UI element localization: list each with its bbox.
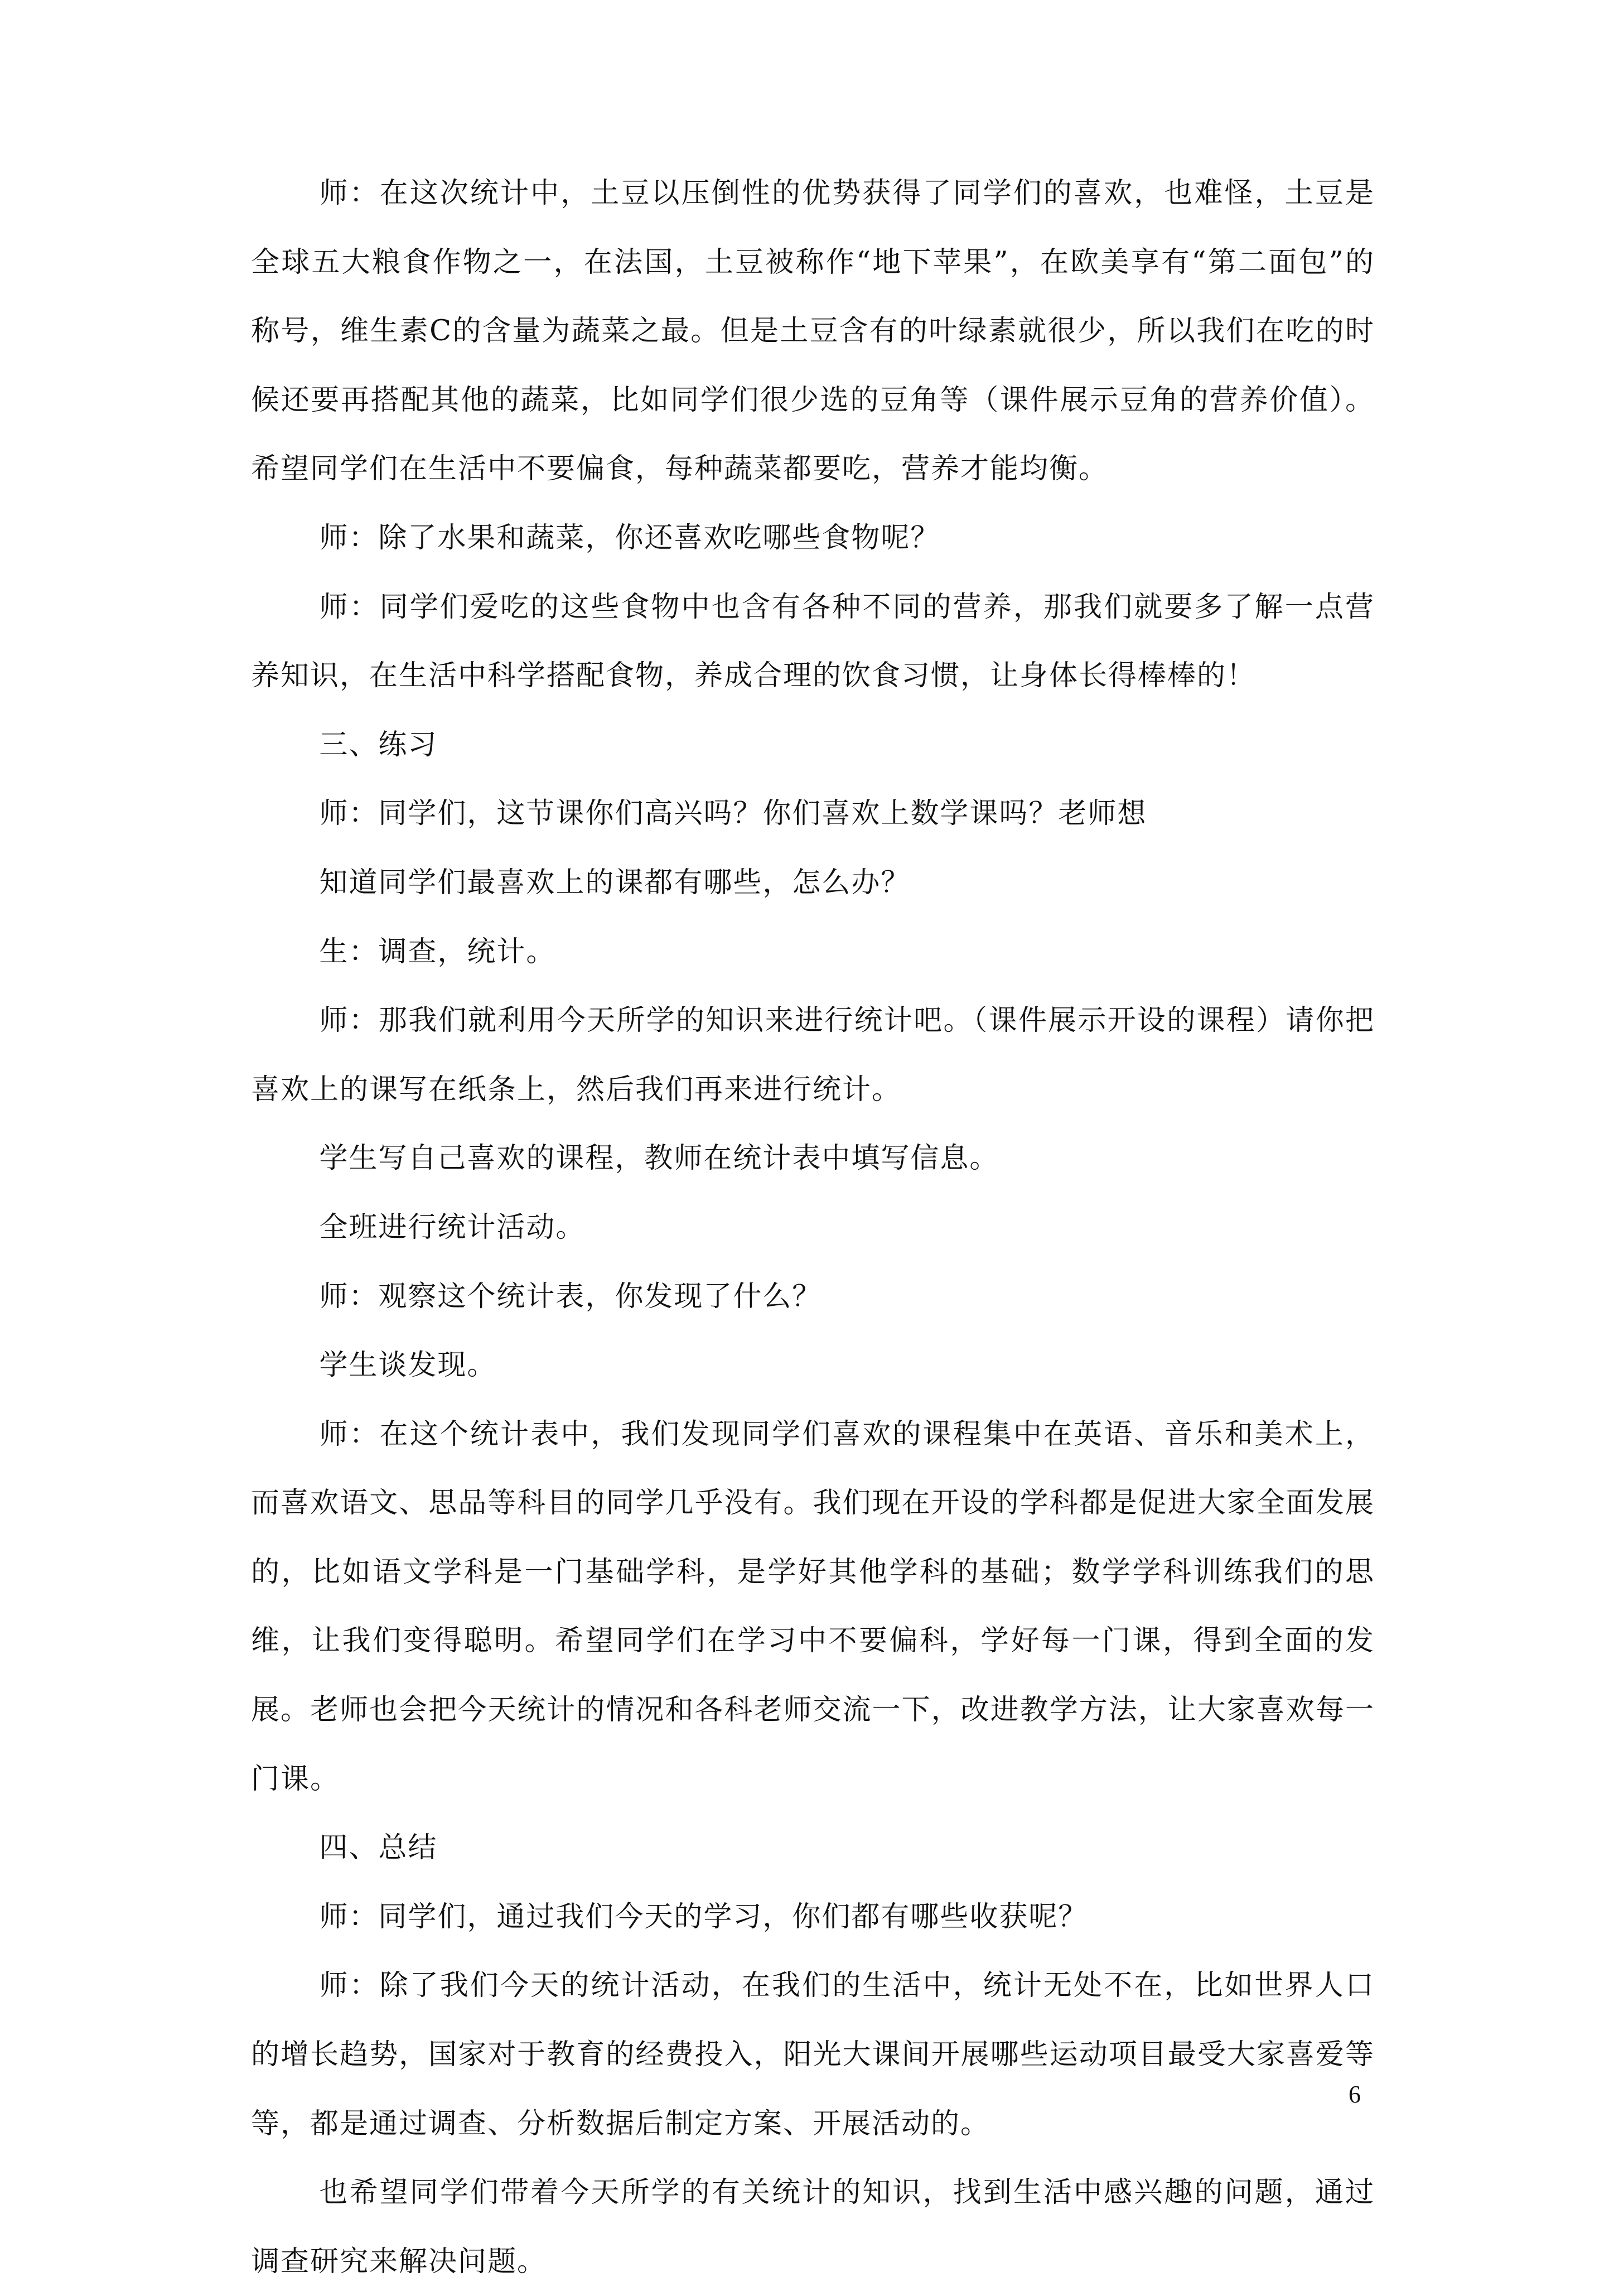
paragraph: 师：同学们，通过我们今天的学习，你们都有哪些收获呢？ [319,1900,1088,1933]
paragraph: 师：在这次统计中，土豆以压倒性的优势获得了同学们的喜欢，也难怪，土豆是全球五大粮食作物之一，在法国，土豆被称作“地下苹果”，在欧美享有“第二面包”的称号，维生素C的含量为蔬菜之最。但是土豆含有的叶绿素就很少，所以我们在吃的时候还要再搭配其他的蔬菜，比如同学们很少选的豆角等（课件展示豆角的营养价值）。希望同学们在生活中不要偏食，每种蔬菜都要吃，营养才能均衡。 [251,177,1375,486]
paragraph: 师：观察这个统计表，你发现了什么？ [319,1280,822,1313]
section-heading: 四、总结 [319,1831,438,1865]
paragraph: 师：除了我们今天的统计活动，在我们的生活中，统计无处不在，比如世界人口的增长趋势，国家对于教育的经费投入，阳光大课间开展哪些运动项目最受大家喜爱等等，都是通过调查、分析数据后制定方案、开展活动的。 [251,1969,1375,2140]
paragraph: 知道同学们最喜欢上的课都有哪些，怎么办？ [319,866,911,899]
page-number: 6 [1349,2081,1361,2108]
paragraph: 全班进行统计活动。 [319,1210,586,1244]
paragraph: 师：那我们就利用今天所学的知识来进行统计吧。（课件展示开设的课程）请你把喜欢上的课写在纸条上，然后我们再来进行统计。 [251,1004,1375,1106]
paragraph: 学生谈发现。 [319,1349,497,1382]
paragraph: 师：同学们，这节课你们高兴吗？你们喜欢上数学课吗？老师想 [319,797,1147,831]
paragraph: 师：除了水果和蔬菜，你还喜欢吃哪些食物呢？ [319,521,940,554]
paragraph: 学生写自己喜欢的课程，教师在统计表中填写信息。 [319,1142,999,1175]
paragraph: 师：同学们爱吃的这些食物中也含有各种不同的营养，那我们就要多了解一点营养知识，在生活中科学搭配食物，养成合理的饮食习惯，让身体长得棒棒的！ [251,590,1375,693]
paragraph: 师：在这个统计表中，我们发现同学们喜欢的课程集中在英语、音乐和美术上，而喜欢语文、思品等科目的同学几乎没有。我们现在开设的学科都是促进大家全面发展的，比如语文学科是一门基础学科，是学好其他学科的基础；数学学科训练我们的思维，让我们变得聪明。希望同学们在学习中不要偏科，学好每一门课，得到全面的发展。老师也会把今天统计的情况和各科老师交流一下，改进教学方法，让大家喜欢每一门课。 [251,1417,1375,1796]
section-heading: 三、练习 [319,728,438,761]
paragraph: 也希望同学们带着今天所学的有关统计的知识，找到生活中感兴趣的问题，通过调查研究来解决问题。 [251,2176,1375,2278]
body-text [251,159,1375,2296]
paragraph: 生：调查，统计。 [319,935,556,968]
